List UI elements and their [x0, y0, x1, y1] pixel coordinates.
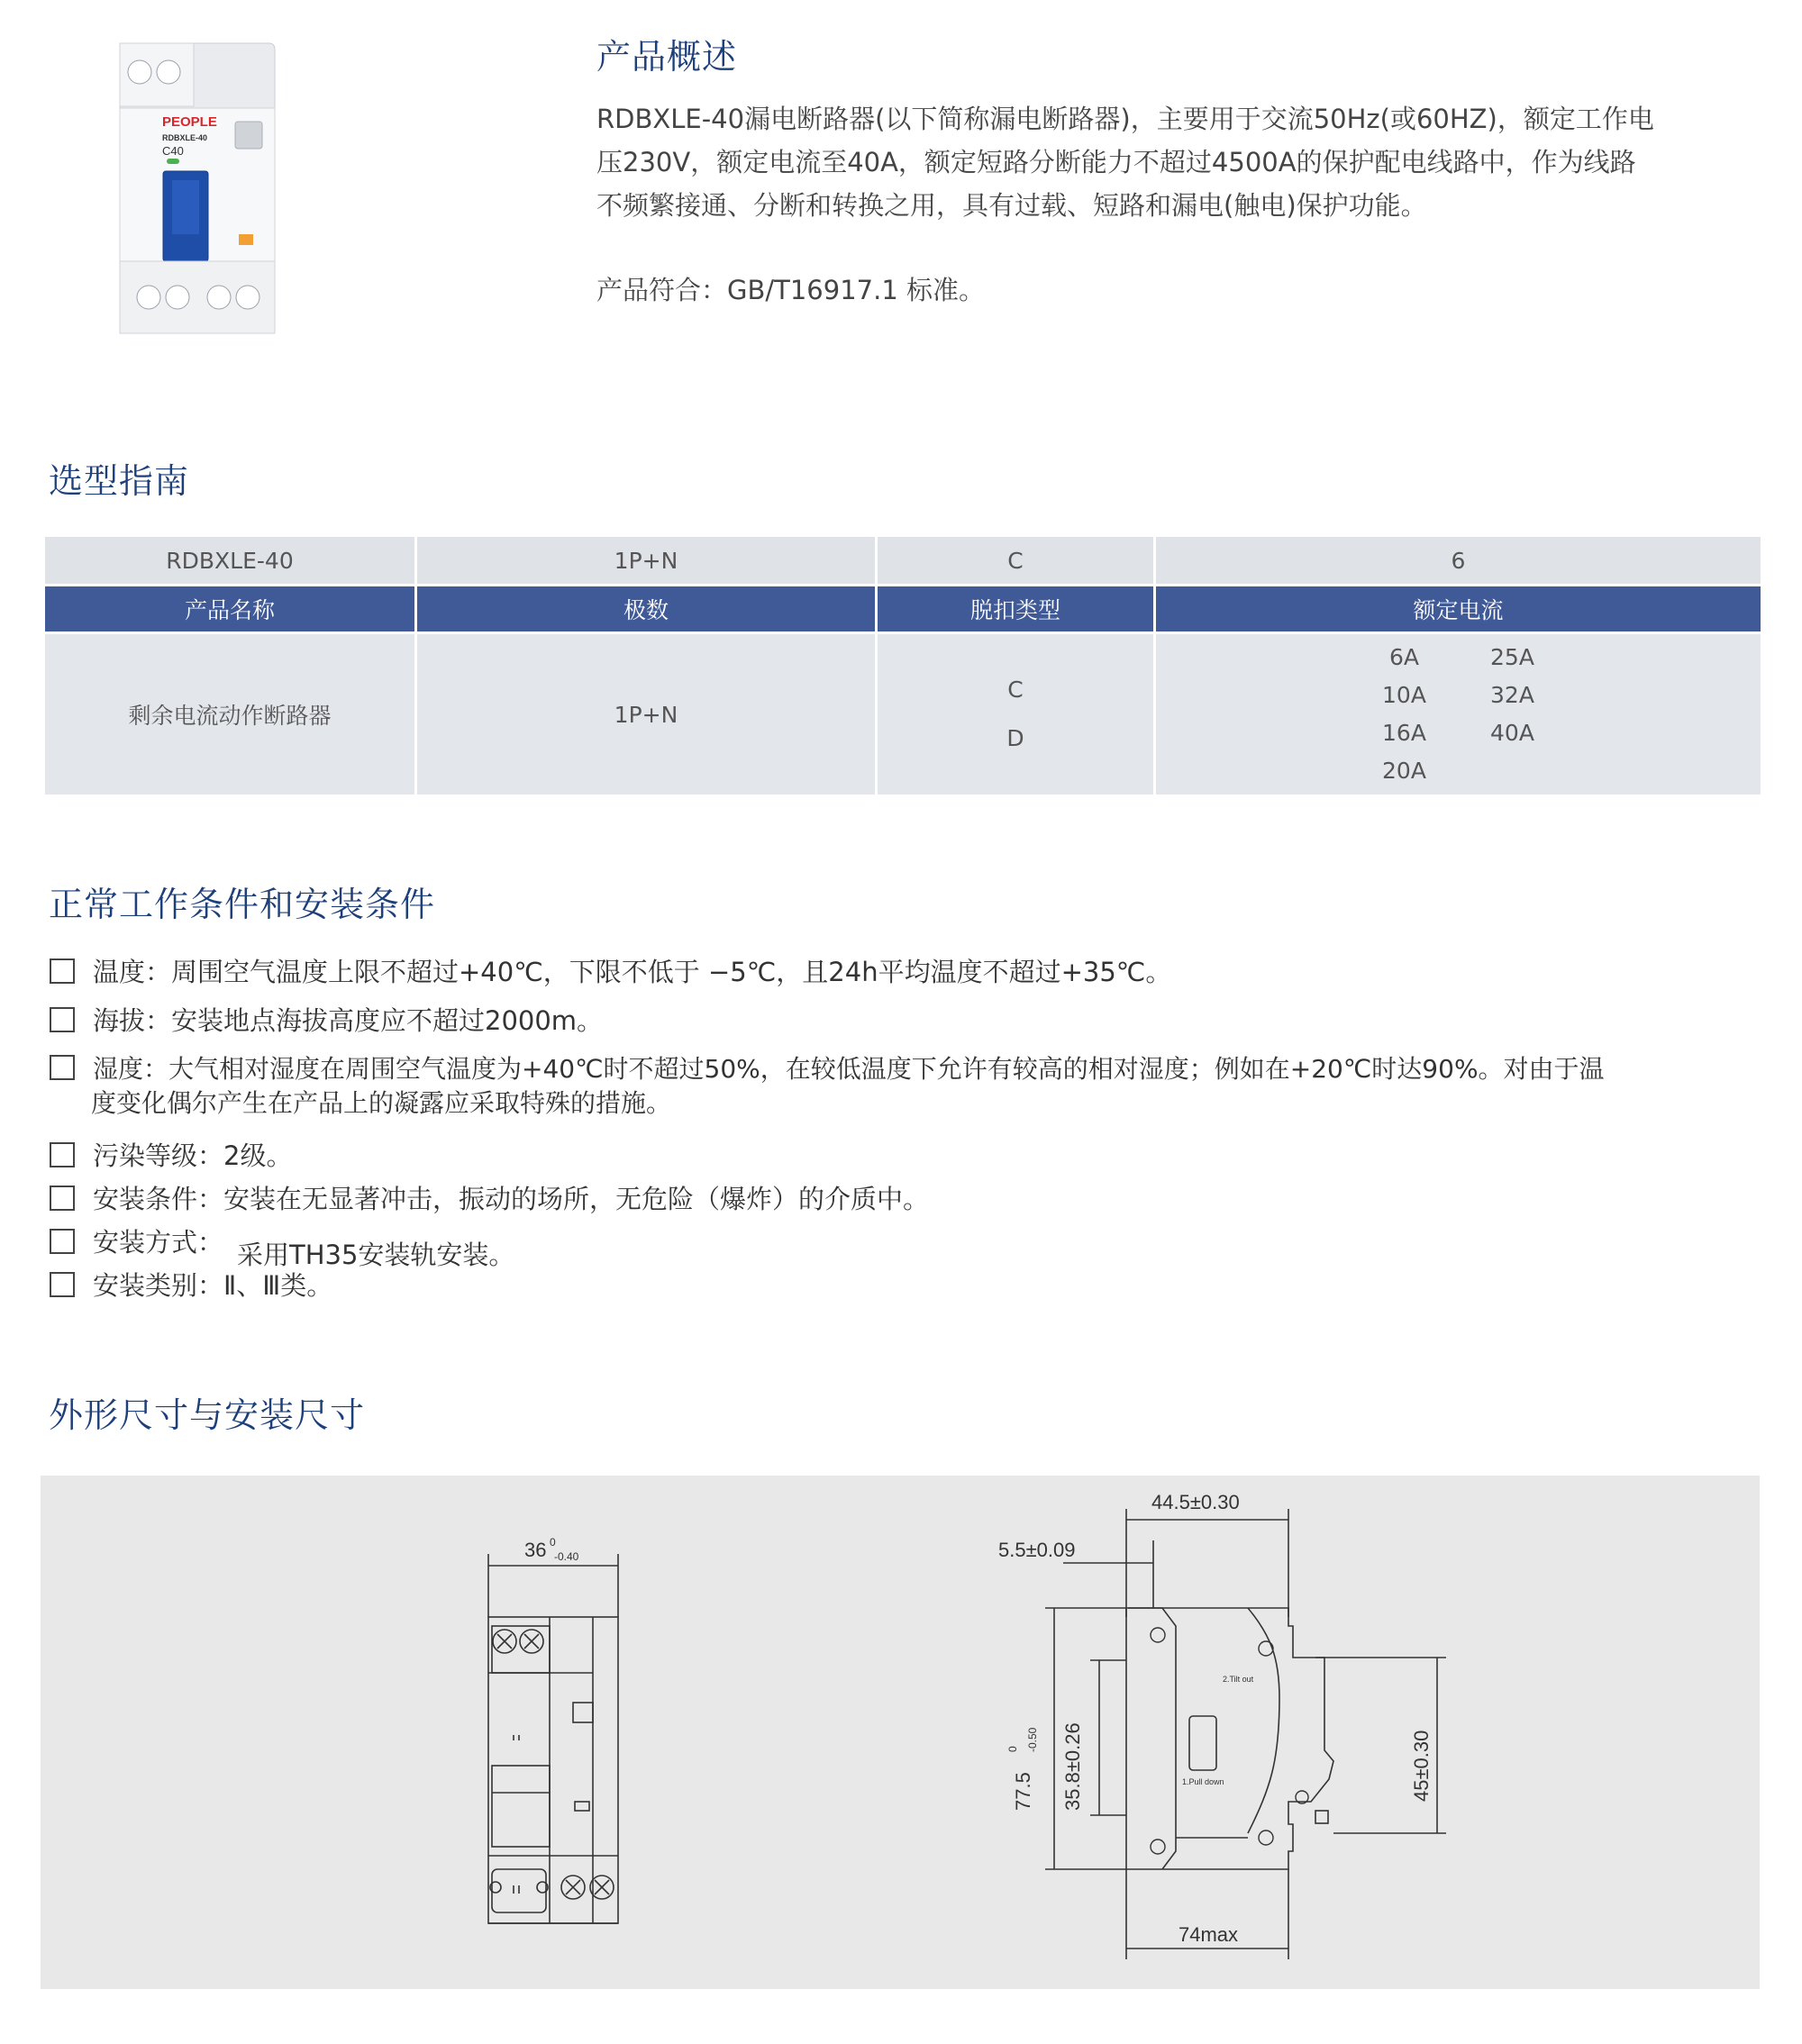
example-model: RDBXLE-40	[45, 537, 414, 584]
condition-text: 温度：周围空气温度上限不超过+40℃，下限不低于 −5℃，且24h平均温度不超过+35℃。	[93, 957, 1172, 987]
trip-type: D	[1006, 725, 1024, 751]
depth-rail-label: 5.5±0.09	[998, 1539, 1076, 1561]
header-poles: 极数	[417, 586, 875, 631]
checkbox-icon	[50, 1007, 75, 1032]
example-row	[45, 537, 1761, 584]
checkbox-icon	[50, 1272, 75, 1297]
side-view-drawing	[973, 1491, 1478, 1977]
condition-item	[50, 1268, 332, 1303]
example-poles: 1P+N	[417, 537, 875, 584]
data-row	[45, 634, 1761, 795]
condition-text-cont: 度变化偶尔产生在产品上的凝露应采取特殊的措施。	[91, 1088, 672, 1118]
width-label: 36	[524, 1539, 547, 1561]
width-tol-upper: 0	[550, 1536, 556, 1549]
condition-text: 污染等级：2级。	[93, 1140, 293, 1171]
depth-total-label: 44.5±0.30	[1151, 1491, 1240, 1513]
condition-text: 安装方式：	[93, 1227, 224, 1258]
current-value: 20A	[1382, 758, 1426, 784]
height-right-label: 45±0.30	[1410, 1730, 1433, 1802]
pull-down-label: 1.Pull down	[1182, 1777, 1224, 1786]
header-name: 产品名称	[45, 586, 414, 631]
overview-title: 产品概述	[596, 37, 738, 77]
checkbox-icon	[50, 958, 75, 984]
condition-text: 海拔：安装地点海拔高度应不超过2000m。	[93, 1005, 604, 1036]
overview-line: 不频繁接通、分断和转换之用，具有过载、短路和漏电(触电)保护功能。	[596, 190, 1427, 221]
condition-text-install: 采用TH35安装轨安装。	[237, 1240, 515, 1270]
condition-item	[50, 955, 1171, 989]
condition-text: 湿度：大气相对湿度在周围空气温度为+40℃时不超过50%，在较低温度下允许有较高的相对湿度；例如在+20℃时达90%。对由于温	[93, 1054, 1605, 1084]
front-view-drawing	[469, 1531, 649, 1937]
example-trip: C	[878, 537, 1153, 584]
trip-out-label: 2.Tilt out	[1223, 1675, 1254, 1684]
height-mid-label: 35.8±0.26	[1061, 1722, 1084, 1811]
header-row	[45, 586, 1761, 631]
condition-item	[50, 1139, 292, 1173]
condition-item	[50, 1182, 929, 1216]
condition-item	[50, 1225, 223, 1259]
condition-item	[50, 1052, 1761, 1086]
conditions-title: 正常工作条件和安装条件	[49, 885, 436, 924]
current-value: 10A	[1382, 682, 1426, 708]
condition-text: 安装类别：Ⅱ、Ⅲ类。	[93, 1270, 333, 1301]
product-image	[113, 36, 284, 342]
row-name: 剩余电流动作断路器	[45, 634, 414, 795]
height-total-label: 77.5	[1012, 1772, 1034, 1811]
dimensions-title: 外形尺寸与安装尺寸	[49, 1395, 366, 1435]
row-poles: 1P+N	[417, 634, 875, 795]
product-model: RDBXLE-40	[162, 133, 208, 142]
current-value: 25A	[1490, 644, 1534, 670]
header-current: 额定电流	[1156, 586, 1761, 631]
height-tol-upper: 0	[1006, 1746, 1019, 1752]
overview-standard: 产品符合：GB/T16917.1 标准。	[596, 275, 985, 305]
current-value: 16A	[1382, 720, 1426, 746]
overview-line: 压230V，额定电流至40A，额定短路分断能力不超过4500A的保护配电线路中，作为线路	[596, 147, 1636, 177]
current-value: 6A	[1388, 644, 1419, 670]
overview-text	[596, 97, 1759, 227]
condition-item	[50, 1004, 603, 1038]
example-current: 6	[1156, 537, 1761, 584]
current-value: 32A	[1490, 682, 1534, 708]
checkbox-icon	[50, 1055, 75, 1080]
current-value: 40A	[1490, 720, 1534, 746]
length-max-label: 74max	[1179, 1923, 1239, 1946]
height-tol-lower: -0.50	[1026, 1727, 1039, 1752]
selection-table	[42, 534, 1763, 797]
condition-text: 安装条件：安装在无显著冲击，振动的场所，无危险（爆炸）的介质中。	[93, 1184, 930, 1214]
dimension-drawing-area	[41, 1476, 1760, 1989]
width-tol-lower: -0.40	[554, 1550, 579, 1563]
checkbox-icon	[50, 1142, 75, 1167]
overview-line: RDBXLE-40漏电断路器(以下简称漏电断路器)，主要用于交流50Hz(或60HZ)，额定工作电	[596, 104, 1654, 134]
header-trip: 脱扣类型	[878, 586, 1153, 631]
row-trip-types	[878, 634, 1153, 795]
trip-type: C	[1007, 677, 1024, 703]
selection-title: 选型指南	[49, 461, 190, 501]
checkbox-icon	[50, 1186, 75, 1211]
product-rating: C40	[162, 144, 184, 158]
product-brand: PEOPLE	[162, 114, 217, 130]
row-currents	[1156, 634, 1761, 795]
checkbox-icon	[50, 1229, 75, 1254]
